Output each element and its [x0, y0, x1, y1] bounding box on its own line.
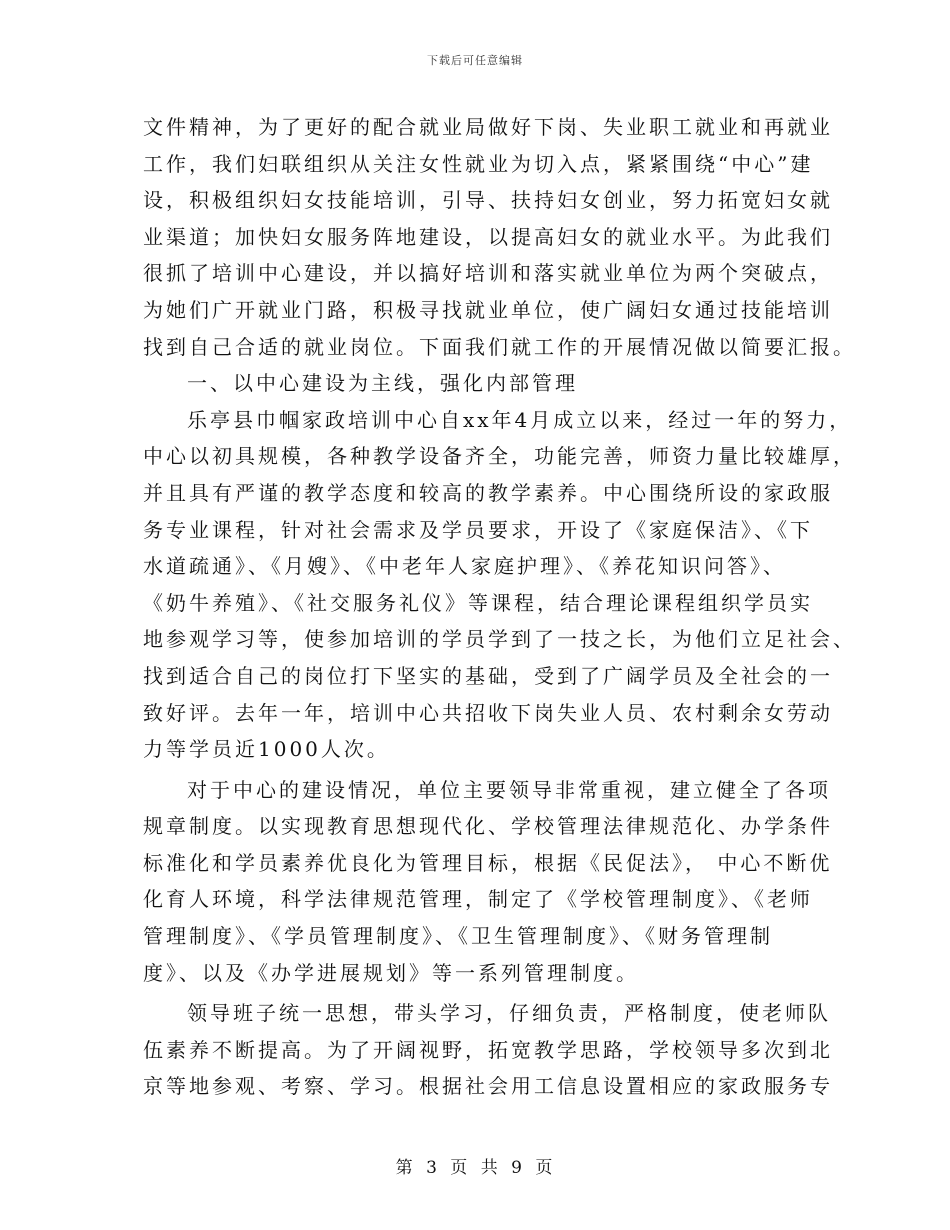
text-line: 标准化和学员素养优良化为管理目标，根据《民促法》， 中心不断优 [143, 850, 833, 875]
text-line: 伍素养不断提高。为了开阔视野，拓宽教学思路，学校领导多次到北 [143, 1037, 833, 1062]
current-page-number: 3 [426, 1158, 439, 1178]
footer-suffix: 页 [535, 1158, 555, 1178]
text-line: 中心以初具规模，各种教学设备齐全，功能完善，师资力量比较雄厚， [143, 444, 856, 469]
text-line: 为她们广开就业门路，积极寻找就业单位，使广阔妇女通过技能培训 [143, 297, 833, 322]
text-line: 找到适合自己的岗位打下坚实的基础，受到了广阔学员及全社会的一 [143, 663, 833, 688]
text-line: 《奶牛养殖》、《社交服务礼仪》等课程，结合理论课程组织学员实 [143, 590, 813, 615]
page-footer [0, 1153, 950, 1178]
total-pages-number: 9 [511, 1158, 524, 1178]
text-line: 力等学员近1000人次。 [143, 737, 390, 762]
footer-page-word: 页 [450, 1158, 470, 1178]
text-line: 领导班子统一思想，带头学习，仔细负责，严格制度，使老师队 [187, 1001, 831, 1026]
text-line: 水道疏通》、《月嫂》、《中老年人家庭护理》、《养花知识问答》、 [143, 554, 786, 579]
footer-total-word: 共 [480, 1158, 500, 1178]
text-line: 设，积极组织妇女技能培训，引导、扶持妇女创业，努力拓宽妇女就 [143, 188, 833, 213]
text-line: 规章制度。以实现教育思想现代化、学校管理法律规范化、办学条件 [143, 814, 833, 839]
text-line: 乐亭县巾帼家政培训中心自xx年4月成立以来，经过一年的努力， [187, 407, 853, 432]
text-line: 务专业课程，针对社会需求及学员要求，开设了《家庭保洁》、《下 [143, 517, 813, 542]
footer-prefix: 第 [395, 1158, 415, 1178]
text-line: 化育人环境，科学法律规范管理，制定了《学校管理制度》、《老师 [143, 887, 813, 912]
header-note: 下载后可任意编辑 [427, 54, 523, 67]
text-line: 致好评。去年一年，培训中心共招收下岗失业人员、农村剩余女劳动 [143, 700, 833, 725]
text-line: 地参观学习等，使参加培训的学员学到了一技之长，为他们立足社会、 [143, 627, 856, 652]
text-line: 找到自己合适的就业岗位。下面我们就工作的开展情况做以简要汇报。 [143, 334, 856, 359]
text-line: 对于中心的建设情况，单位主要领导非常重视，建立健全了各项 [187, 777, 831, 802]
text-line: 文件精神，为了更好的配合就业局做好下岗、失业职工就业和再就业 [143, 115, 833, 139]
document-body [143, 109, 856, 1105]
text-line: 并且具有严谨的教学态度和较高的教学素养。中心围绕所设的家政服 [143, 480, 833, 505]
text-line: 京等地参观、考察、学习。根据社会用工信息设置相应的家政服务专 [143, 1074, 833, 1099]
text-line: 工作，我们妇联组织从关注女性就业为切入点，紧紧围绕“中心”建 [143, 151, 814, 176]
text-line: 度》、以及《办学进展规划》等一系列管理制度。 [143, 960, 639, 985]
section-heading: 一、以中心建设为主线，强化内部管理 [187, 371, 578, 396]
text-line: 业渠道；加快妇女服务阵地建设，以提高妇女的就业水平。为此我们 [143, 224, 833, 249]
text-line: 管理制度》、《学员管理制度》、《卫生管理制度》、《财务管理制 [143, 924, 773, 949]
text-line: 很抓了培训中心建设，并以搞好培训和落实就业单位为两个突破点， [143, 261, 833, 286]
